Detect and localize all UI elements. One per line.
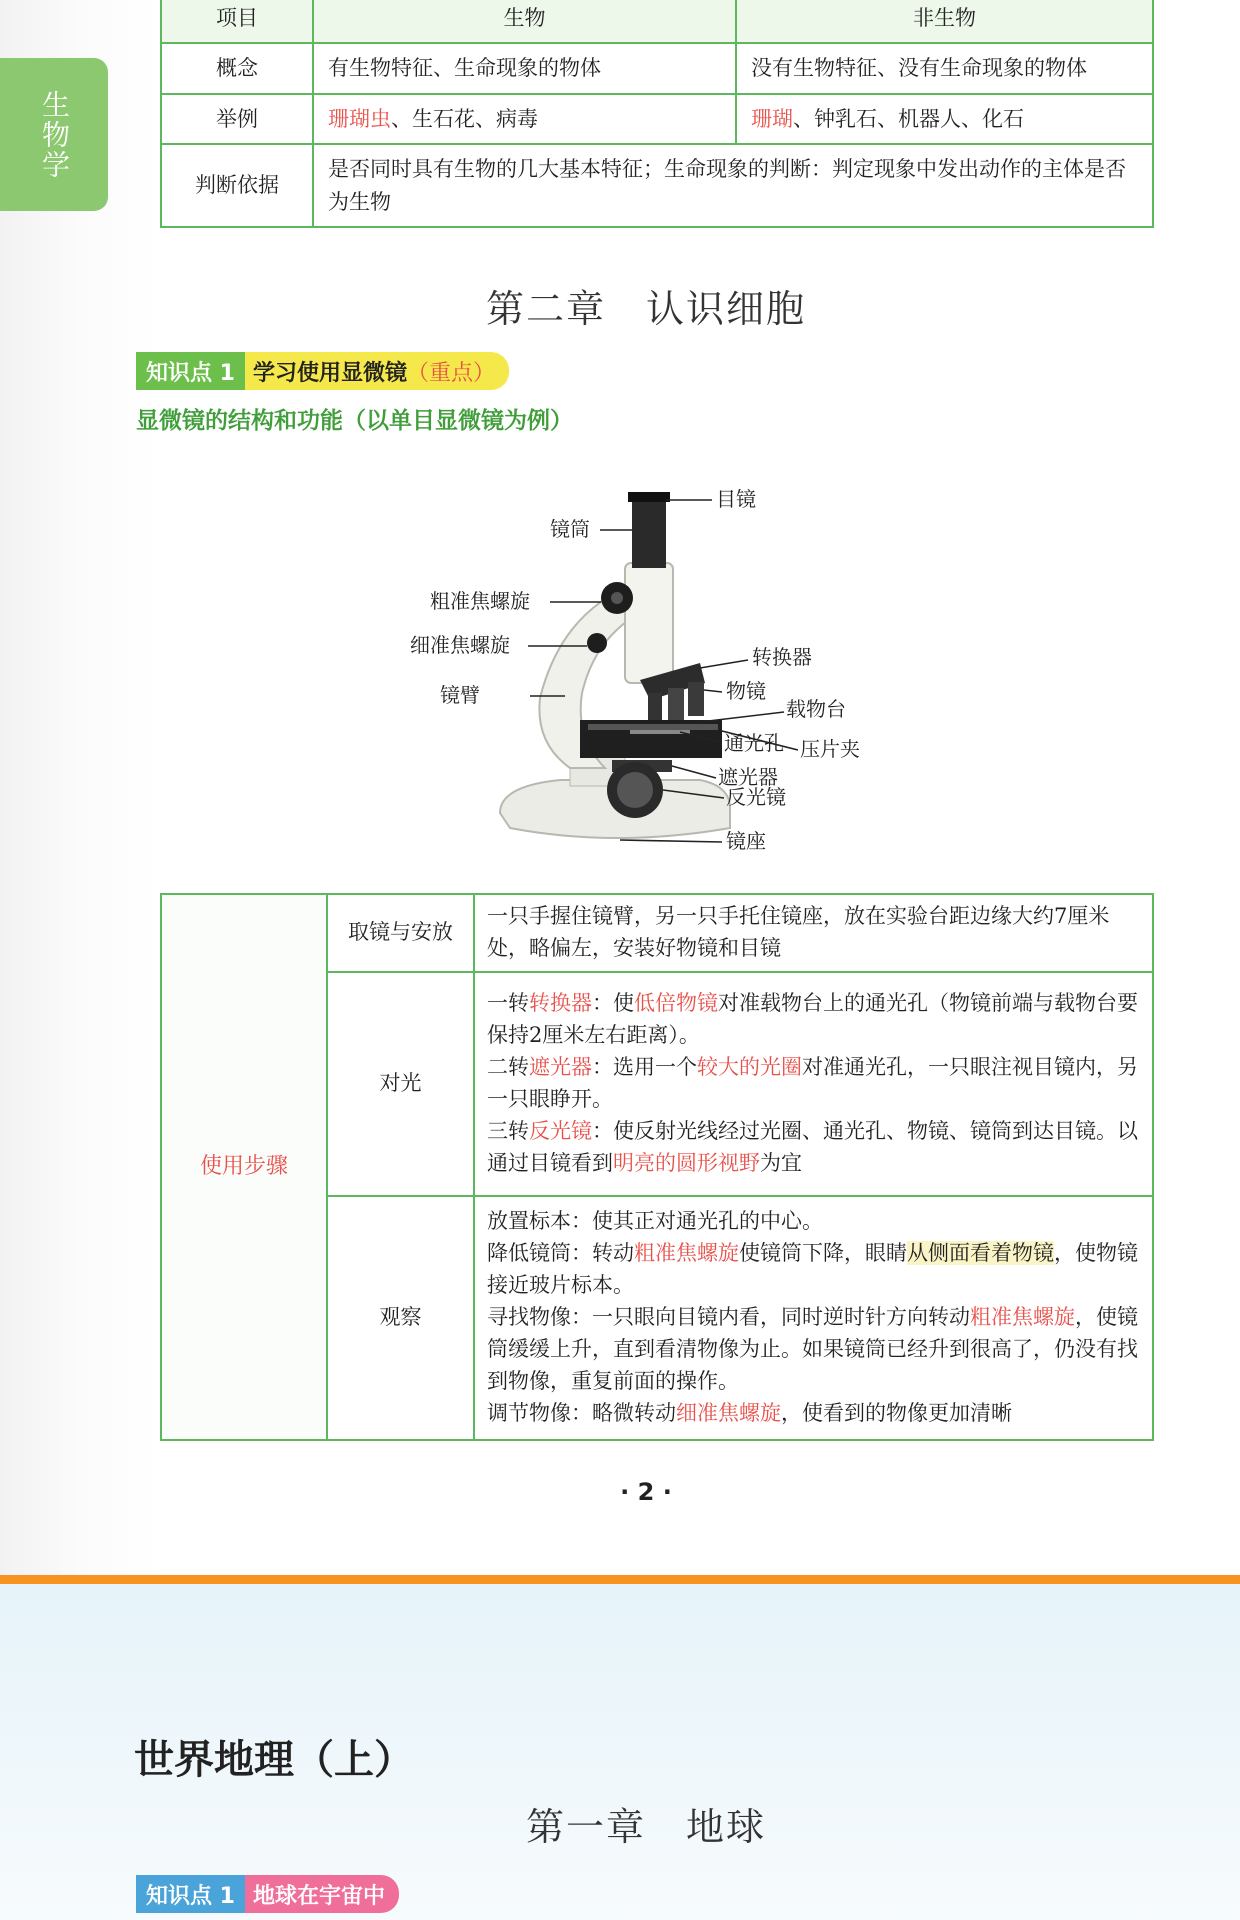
row-label: 判断依据	[161, 144, 313, 227]
label-objective: 物镜	[726, 679, 766, 703]
table-row	[161, 894, 1153, 972]
section-subheading: 显微镜的结构和功能（以单目显微镜为例）	[136, 408, 573, 434]
page-number: · 2 ·	[620, 1478, 672, 1506]
kp-tag: 知识点 1	[136, 352, 245, 390]
label-arm: 镜臂	[440, 683, 480, 707]
cell: 有生物特征、生命现象的物体	[313, 43, 736, 94]
step-line: 寻找物像：一只眼向目镜内看，同时逆时针方向转动粗准焦螺旋，使镜筒缓缓上升，直到看清物像为止。如果镜筒已经升到很高了，仍没有找到物像，重复前面的操作。	[487, 1305, 1138, 1393]
step-line: 二转遮光器：选用一个较大的光圈对准通光孔，一只眼注视目镜内，另一只眼睁开。	[487, 1055, 1138, 1111]
kp-tag: 知识点 1	[136, 1875, 245, 1913]
kp-title	[245, 352, 509, 390]
step-line: 调节物像：略微转动细准焦螺旋，使看到的物像更加清晰	[487, 1400, 1012, 1425]
step-line: 降低镜筒：转动粗准焦螺旋使镜筒下降，眼睛从侧面看着物镜，使物镜接近玻片标本。	[487, 1241, 1138, 1298]
step-line: 放置标本：使其正对通光孔的中心。	[487, 1209, 823, 1234]
page-divider	[0, 1575, 1240, 1584]
kp-note: （重点）	[406, 360, 495, 386]
bio-vs-nonbio-table	[160, 0, 1154, 228]
row-label: 观察	[327, 1196, 474, 1440]
highlight-text: 珊瑚	[751, 106, 793, 131]
cell	[736, 94, 1153, 145]
label-eyepiece: 目镜	[716, 487, 756, 511]
knowledge-point-badge	[136, 352, 509, 390]
label-nosepiece: 转换器	[752, 645, 812, 669]
cell: 一只手握住镜臂，另一只手托住镜座，放在实验台距边缘大约7厘米处，略偏左，安装好物镜和目镜	[474, 894, 1153, 972]
steps-label: 使用步骤	[161, 894, 327, 1440]
table-row	[161, 43, 1153, 94]
microscope-diagram	[400, 468, 920, 868]
chapter-title: 第一章 地球	[525, 1805, 766, 1849]
row-label: 对光	[327, 972, 474, 1196]
row-label: 举例	[161, 94, 313, 145]
chapter-title: 第二章 认识细胞	[485, 287, 806, 331]
table-row	[161, 94, 1153, 145]
label-mirror: 反光镜	[726, 785, 786, 809]
label-coarse-focus: 粗准焦螺旋	[430, 589, 530, 613]
row-label: 概念	[161, 43, 313, 94]
label-stage: 载物台	[786, 697, 846, 721]
usage-steps-table	[160, 893, 1154, 1441]
label-base: 镜座	[726, 829, 766, 853]
knowledge-point-badge	[136, 1875, 399, 1913]
kp-title: 地球在宇宙中	[245, 1875, 399, 1913]
cell	[474, 1196, 1153, 1440]
part-title: 世界地理（上）	[134, 1736, 414, 1783]
label-tube: 镜筒	[550, 517, 590, 541]
header-item: 项目	[161, 0, 313, 43]
cell	[474, 972, 1153, 1196]
label-stage-clip: 压片夹	[800, 737, 860, 761]
label-diaphragm: 遮光器	[718, 765, 778, 789]
cell: 没有生物特征、没有生命现象的物体	[736, 43, 1153, 94]
row-label: 取镜与安放	[327, 894, 474, 972]
label-fine-focus: 细准焦螺旋	[410, 633, 510, 657]
cell: 是否同时具有生物的几大基本特征；生命现象的判断：判定现象中发出动作的主体是否为生物	[313, 144, 1153, 227]
header-nonbio: 非生物	[736, 0, 1153, 43]
table-header-row	[161, 0, 1153, 43]
step-line: 三转反光镜：使反射光线经过光圈、通光孔、物镜、镜筒到达目镜。以通过目镜看到明亮的圆形视野为宜	[487, 1118, 1138, 1175]
label-aperture: 通光孔	[724, 731, 784, 755]
step-line: 一转转换器：使低倍物镜对准载物台上的通光孔（物镜前端与载物台要保持2厘米左右距离）。	[487, 991, 1138, 1048]
highlight-text: 珊瑚虫	[328, 106, 391, 131]
cell-text: 、生石花、病毒	[391, 106, 538, 131]
subject-tab: 生物学	[0, 58, 108, 211]
kp-title-text: 学习使用显微镜	[252, 360, 407, 386]
cell-text: 、钟乳石、机器人、化石	[793, 106, 1024, 131]
cell	[313, 94, 736, 145]
table-row	[161, 144, 1153, 227]
header-bio: 生物	[313, 0, 736, 43]
